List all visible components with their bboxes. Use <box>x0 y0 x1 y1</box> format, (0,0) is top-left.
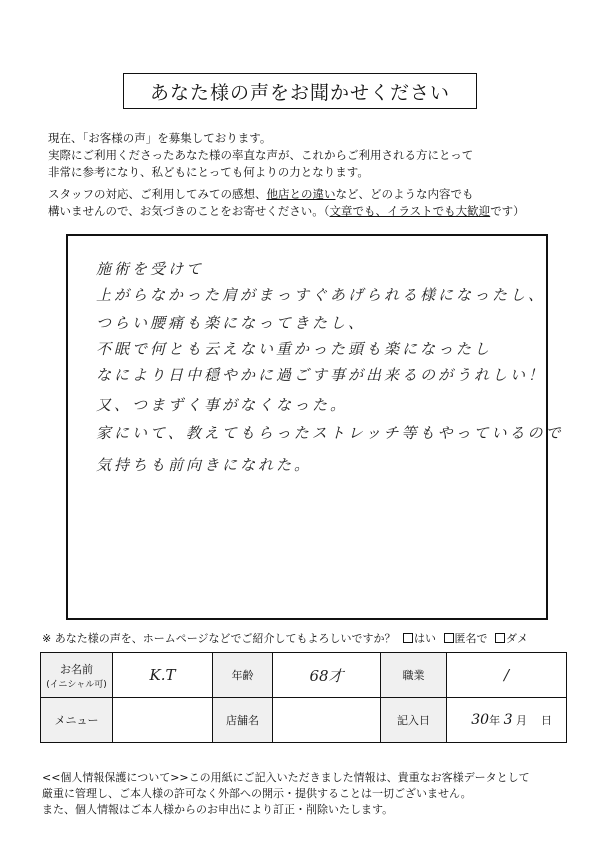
shop-field[interactable] <box>273 698 381 743</box>
handwritten-line: 気持ちも前向きになれた。 <box>96 456 313 474</box>
name-label: お名前 (イニシャル可) <box>41 653 113 698</box>
age-field[interactable]: 68才 <box>273 653 381 698</box>
privacy-line: また、個人情報はご本人様からのお申出により訂正・削除いたします。 <box>42 803 394 816</box>
handwritten-line: 上がらなかった肩がまっすぐあげられる様になったし、 <box>96 286 547 304</box>
job-label: 職業 <box>381 653 447 698</box>
menu-label: メニュー <box>41 698 113 743</box>
checkbox-icon <box>444 633 454 643</box>
handwritten-line: 施術を受けて <box>96 260 205 278</box>
date-label: 記入日 <box>381 698 447 743</box>
page-title: あなた様の声をお聞かせください <box>123 73 477 109</box>
privacy-line: 厳重に管理し、ご本人様の許可なく外部への開示・提供することは一切ございません。 <box>42 787 472 800</box>
customer-info-table <box>40 652 567 743</box>
menu-field[interactable] <box>113 698 213 743</box>
handwritten-line: つらい腰痛も楽になってきたし、 <box>96 314 367 332</box>
underlined-text: 他店との違い <box>266 187 336 201</box>
name-field[interactable]: K.T <box>113 653 213 698</box>
shop-label: 店舗名 <box>213 698 273 743</box>
intro-line: 現在、「お客様の声」を募集しております。 <box>48 131 272 145</box>
handwritten-line: 又、つまずく事がなくなった。 <box>96 396 349 414</box>
handwritten-line: なにより日中穏やかに過ごす事が出来るのがうれしい！ <box>96 366 547 384</box>
option-anonymous[interactable]: 匿名で <box>444 632 488 645</box>
comment-box <box>66 234 564 620</box>
intro-line: 非常に参考になり、私どもにとっても何よりの力となります。 <box>48 165 369 179</box>
handwritten-line: 家にいて、教えてもらったストレッチ等もやっているので <box>96 424 564 442</box>
checkbox-icon <box>495 633 505 643</box>
age-label: 年齢 <box>213 653 273 698</box>
checkbox-icon <box>403 633 413 643</box>
consent-question: ※ あなた様の声を、ホームページなどでご紹介してもよろしいですか？ はい 匿名で ダメ <box>42 632 528 645</box>
underlined-text: 文章でも、イラストでも大歓迎 <box>329 204 491 218</box>
option-yes[interactable]: はい <box>403 632 436 645</box>
privacy-notice <box>42 770 530 818</box>
intro-line: スタッフの対応、ご利用してみての感想、他店との違いなど、どのような内容でも <box>48 187 474 201</box>
intro-paragraph-2 <box>48 186 525 220</box>
option-no[interactable]: ダメ <box>495 632 528 645</box>
intro-line: 構いませんので、お気づきのことをお寄せください。（文章でも、イラストでも大歓迎です） <box>48 204 525 218</box>
job-field[interactable]: / <box>447 653 567 698</box>
handwritten-line: 不眠で何とも云えない重かった頭も楽になったし <box>96 340 493 358</box>
privacy-line: <<個人情報保護について>>この用紙にご記入いただきました情報は、貴重なお客様データとして <box>42 771 530 784</box>
intro-line: 実際にご利用くださったあなた様の率直な声が、これからご利用される方にとって <box>48 148 474 162</box>
date-field[interactable]: 30年 3 月 日 <box>447 698 567 743</box>
intro-paragraph-1 <box>48 130 473 181</box>
